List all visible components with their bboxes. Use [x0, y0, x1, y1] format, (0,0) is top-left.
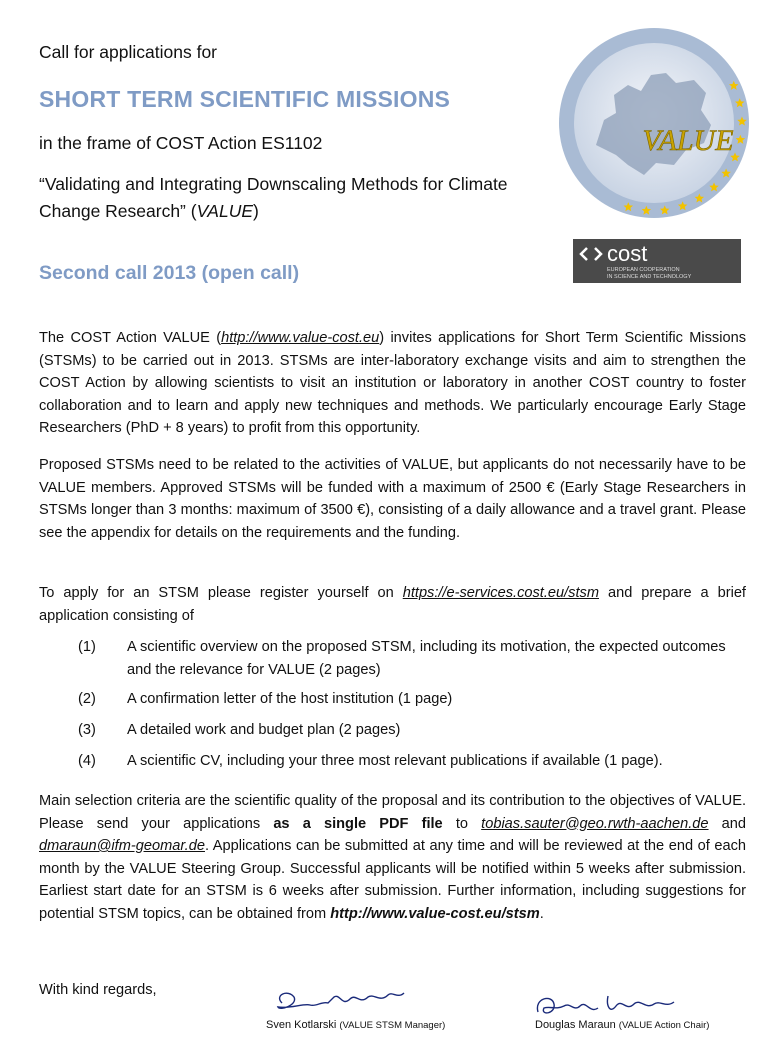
page-title: SHORT TERM SCIENTIFIC MISSIONS	[39, 86, 451, 112]
intro-text-b: ) invites applications for Short Term Scientific Missions (STSMs) to be carried out in 2013. STSMs are inter-laboratory exchange visits and aim to strengthen the COST Action by allowing scientists to visit an institution or laboratory in another COST country to foster collaboration and to learn and apply new techniques and methods. We particularly encourage Early Stage Researchers (PhD + 8 years) to profit from this opportunity.	[39, 330, 747, 436]
closing-regards: With kind regards,	[39, 982, 157, 998]
selection-text-b: to	[442, 815, 482, 832]
signatory-maraun	[535, 1019, 709, 1031]
list-number: (3)	[78, 722, 96, 738]
intro-text-a: The COST Action VALUE (	[39, 330, 222, 346]
signature-kotlarski	[270, 985, 410, 1019]
list-text: A scientific overview on the proposed STSM, including its motivation, the expected outcomes and the relevance for VALUE (2 pages)	[127, 639, 726, 678]
second-call-heading: Second call 2013 (open call)	[39, 262, 300, 284]
selection-text-a: Main selection criteria are the scientific quality of the proposal and its contribution to the objectives of VALUE. Please send your applications	[39, 793, 746, 832]
apply-paragraph	[39, 582, 746, 627]
signatory-name: Douglas Maraun	[535, 1019, 616, 1031]
list-number: (4)	[78, 753, 96, 769]
cost-logo-sub2: IN SCIENCE AND TECHNOLOGY	[607, 274, 692, 280]
eservices-link[interactable]: https://e-services.cost.eu/stsm	[402, 585, 599, 601]
frame-line: in the frame of COST Action ES1102	[39, 133, 323, 153]
signature-maraun	[530, 988, 680, 1022]
list-number: (1)	[78, 639, 96, 655]
selection-text-e: .	[539, 905, 544, 922]
single-pdf-emphasis: as a single PDF file	[273, 815, 443, 832]
list-text: A detailed work and budget plan (2 pages)	[127, 722, 401, 738]
selection-text-c: and	[708, 815, 747, 832]
signatory-role: (VALUE Action Chair)	[618, 1020, 710, 1031]
value-website-link[interactable]: http://www.value-cost.eu	[221, 330, 380, 346]
lead-line: Call for applications for	[39, 42, 217, 62]
signatory-kotlarski	[266, 1019, 445, 1031]
cost-logo-word: cost	[607, 241, 648, 266]
cost-logo-graphic	[573, 239, 741, 283]
email-link-sauter[interactable]: tobias.sauter@geo.rwth-aachen.de	[481, 815, 709, 832]
cost-logo	[573, 239, 741, 283]
action-title-end: )	[253, 201, 259, 221]
signatory-name: Sven Kotlarski	[266, 1019, 337, 1031]
selection-paragraph	[39, 790, 746, 925]
apply-text-b: and prepare a brief application consisting of	[39, 585, 746, 624]
action-title-acronym: VALUE	[196, 201, 254, 221]
value-logo	[556, 25, 752, 221]
email-link-maraun[interactable]: dmaraun@ifm-geomar.de	[39, 838, 205, 854]
apply-text-a: To apply for an STSM please register yourself on	[39, 585, 403, 601]
value-logo-graphic	[556, 25, 752, 221]
list-number: (2)	[78, 691, 96, 707]
selection-text-d: . Applications can be submitted at any time and will be reviewed at the end of each month by the VALUE Steering Group. Successful applicants will be notified within 5 weeks after submission. Earliest start date for an STSM is 6 weeks after submission. Further information, including suggestions for potential STSM topics, can be obtained from	[39, 838, 746, 922]
stsm-info-link[interactable]: http://www.value-cost.eu/stsm	[330, 905, 540, 922]
list-text: A scientific CV, including your three most relevant publications if available (1 page).	[127, 753, 663, 769]
intro-paragraph	[39, 327, 746, 440]
funding-paragraph: Proposed STSMs need to be related to the activities of VALUE, but applicants do not necessarily have to be VALUE members. Approved STSMs will be funded with a maximum of 2500 € (Early Stage Researchers in STSMs longer than 3 months: maximum of 3500 €), consisting of a daily allowance and a travel grant. Please see the appendix for details on the requirements and the funding.	[39, 457, 746, 541]
action-title-main: “Validating and Integrating Downscaling Methods for Climate Change Research” (	[39, 174, 508, 221]
logo-text: VALUE	[642, 124, 734, 157]
cost-logo-sub1: EUROPEAN COOPERATION	[607, 267, 680, 273]
action-title	[39, 171, 539, 225]
list-text: A confirmation letter of the host institution (1 page)	[127, 691, 453, 707]
signatory-role: (VALUE STSM Manager)	[339, 1020, 446, 1031]
